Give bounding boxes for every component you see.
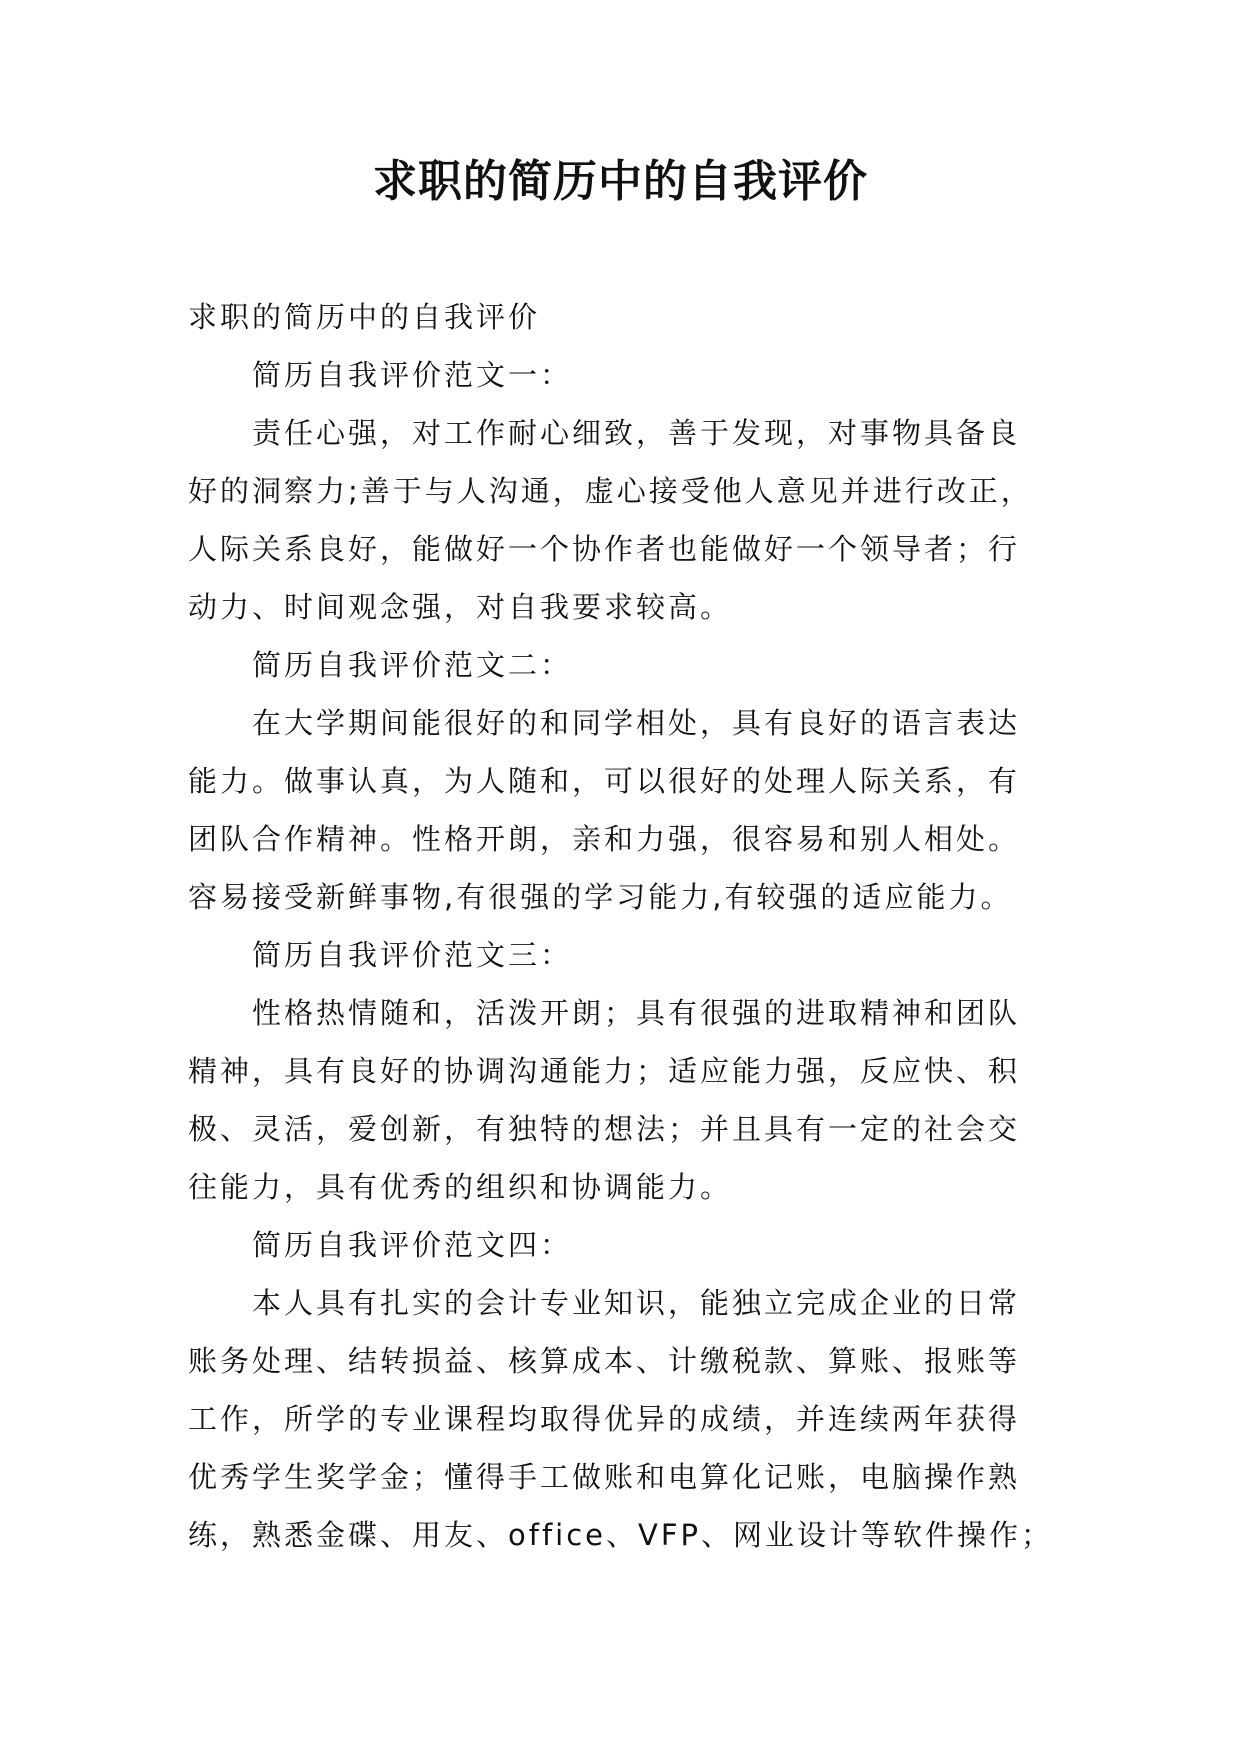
body-line: 账务处理、结转损益、核算成本、计缴税款、算账、报账等 xyxy=(188,1344,1021,1378)
body-line: 容易接受新鲜事物,有很强的学习能力,有较强的适应能力。 xyxy=(188,880,1013,914)
document-title: 求职的简历中的自我评价 xyxy=(373,156,868,207)
body-line: 精神，具有良好的协调沟通能力；适应能力强，反应快、积 xyxy=(188,1054,1021,1088)
body-line: 本人具有扎实的会计专业知识，能独立完成企业的日常 xyxy=(252,1286,1021,1320)
body-line: 在大学期间能很好的和同学相处，具有良好的语言表达 xyxy=(252,706,1021,740)
body-line: 动力、时间观念强，对自我要求较高。 xyxy=(188,590,733,624)
body-line: 简历自我评价范文一： xyxy=(252,358,573,392)
body-line: 优秀学生奖学金；懂得手工做账和电算化记账，电脑操作熟 xyxy=(188,1460,1021,1494)
body-line: 能力。做事认真，为人随和，可以很好的处理人际关系，有 xyxy=(188,764,1021,798)
body-line: 练，熟悉金碟、用友、office、VFP、网业设计等软件操作； xyxy=(188,1518,1054,1552)
body-line: 往能力，具有优秀的组织和协调能力。 xyxy=(188,1170,733,1204)
body-line: 求职的简历中的自我评价 xyxy=(188,300,541,334)
body-line: 好的洞察力;善于与人沟通，虚心接受他人意见并进行改正， xyxy=(188,474,1033,508)
body-line: 工作，所学的专业课程均取得优异的成绩，并连续两年获得 xyxy=(188,1402,1021,1436)
body-line: 性格热情随和，活泼开朗；具有很强的进取精神和团队 xyxy=(252,996,1021,1030)
body-line: 简历自我评价范文四： xyxy=(252,1228,573,1262)
body-line: 团队合作精神。性格开朗，亲和力强，很容易和别人相处。 xyxy=(188,822,1021,856)
body-line: 简历自我评价范文二： xyxy=(252,648,573,682)
body-line: 极、灵活，爱创新，有独特的想法；并且具有一定的社会交 xyxy=(188,1112,1021,1146)
body-line: 人际关系良好，能做好一个协作者也能做好一个领导者；行 xyxy=(188,532,1021,566)
body-line: 简历自我评价范文三： xyxy=(252,938,573,972)
body-line: 责任心强，对工作耐心细致，善于发现，对事物具备良 xyxy=(252,416,1021,450)
document-body xyxy=(188,288,1058,1564)
